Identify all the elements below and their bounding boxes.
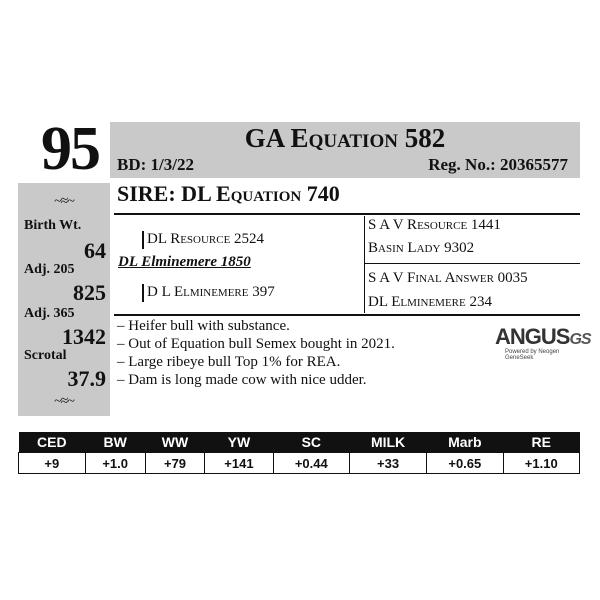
pedigree-dam-sire-sire: S A V Resource 1441 xyxy=(368,217,501,233)
epd-table xyxy=(18,432,580,474)
epd-header-sc: SC xyxy=(273,432,349,453)
registration-number: Reg. No.: 20365577 xyxy=(428,155,568,174)
ornament-bottom: ~≈~ xyxy=(54,394,74,409)
note-item: – Dam is long made cow with nice udder. xyxy=(117,372,367,388)
epd-header-yw: YW xyxy=(205,432,273,453)
pedigree-mid-rule xyxy=(364,263,580,264)
pedigree-bottom-rule xyxy=(114,314,580,316)
epd-value-ww: +79 xyxy=(145,453,205,474)
animal-name: GA Equation 582 xyxy=(244,123,446,153)
stat-label-scrotal: Scrotal xyxy=(24,348,67,363)
epd-value-marb: +0.65 xyxy=(427,453,503,474)
note-item: – Heifer bull with substance. xyxy=(117,318,290,334)
stat-label-adj-365: Adj. 365 xyxy=(24,306,75,321)
epd-value-ced: +9 xyxy=(19,453,86,474)
epd-header-milk: MILK xyxy=(350,432,427,453)
ornament-top: ~≈~ xyxy=(54,194,74,209)
logo-tagline: Powered by Neogen GeneSeek xyxy=(505,349,560,361)
pedigree-divider xyxy=(364,216,365,313)
epd-header-bw: BW xyxy=(85,432,145,453)
epd-value-milk: +33 xyxy=(350,453,427,474)
note-item: – Out of Equation bull Semex bought in 2021. xyxy=(117,336,395,352)
pedigree-top-rule xyxy=(114,213,580,215)
epd-value-row xyxy=(19,453,580,474)
birth-date: BD: 1/3/22 xyxy=(117,155,194,174)
stat-value-scrotal: 37.9 xyxy=(67,366,106,391)
stat-value-birth-weight: 64 xyxy=(84,238,106,263)
epd-header-ced: CED xyxy=(19,432,86,453)
epd-value-bw: +1.0 xyxy=(85,453,145,474)
stat-value-adj-365: 1342 xyxy=(62,324,106,349)
stat-label-adj-205: Adj. 205 xyxy=(24,262,75,277)
pedigree-bracket xyxy=(142,231,144,249)
stat-label-birth-weight: Birth Wt. xyxy=(24,218,82,233)
pedigree-dam-sire-dam: Basin Lady 9302 xyxy=(368,240,475,256)
note-item: – Large ribeye bull Top 1% for REA. xyxy=(117,354,341,370)
epd-value-sc: +0.44 xyxy=(273,453,349,474)
epd-header-marb: Marb xyxy=(427,432,503,453)
pedigree-dam: DL Elminemere 1850 xyxy=(118,254,251,270)
sire-line: SIRE: DL Equation 740 xyxy=(117,181,340,206)
pedigree-bracket xyxy=(142,284,144,302)
logo-suffix-text: GS xyxy=(569,331,591,348)
epd-value-yw: +141 xyxy=(205,453,273,474)
angus-gs-logo xyxy=(495,324,591,364)
logo-main-text: ANGUS xyxy=(495,324,570,349)
pedigree-dam-dam-sire: S A V Final Answer 0035 xyxy=(368,270,528,286)
epd-value-re: +1.10 xyxy=(503,453,579,474)
epd-header-re: RE xyxy=(503,432,579,453)
pedigree-dam-dam-dam: DL Elminemere 234 xyxy=(368,294,492,310)
lot-number: 95 xyxy=(41,115,99,183)
epd-header-ww: WW xyxy=(145,432,205,453)
epd-header-row xyxy=(19,432,580,453)
pedigree-sire-sire: DL Resource 2524 xyxy=(147,231,265,247)
stat-value-adj-205: 825 xyxy=(73,280,106,305)
pedigree-sire-dam: D L Elminemere 397 xyxy=(147,284,275,300)
